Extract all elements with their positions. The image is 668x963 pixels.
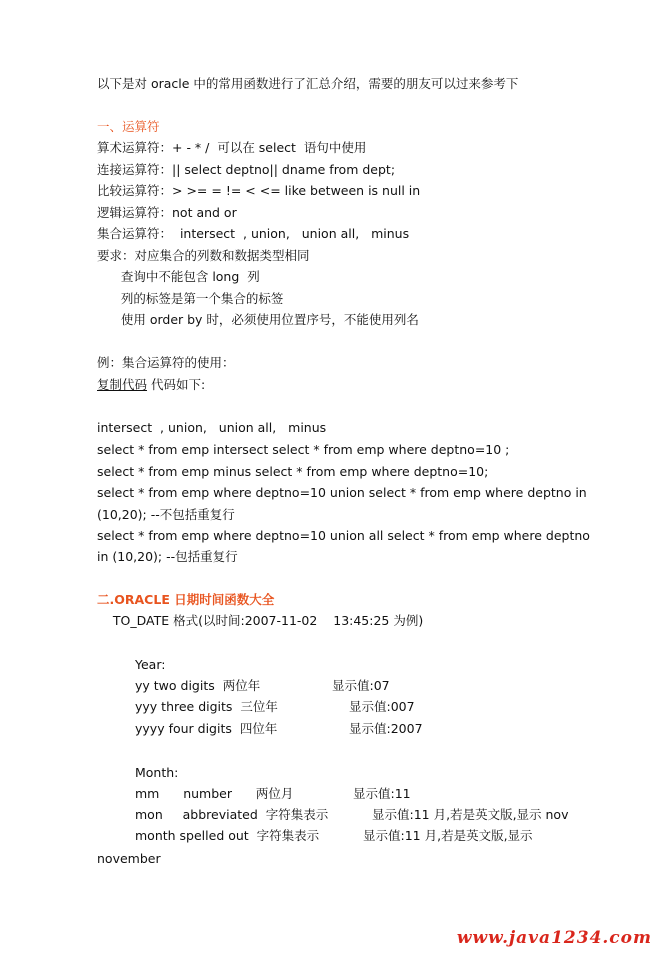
month-row-month: month spelled out 字符集表示: [135, 828, 320, 843]
operator-arithmetic: 算术运算符：+ - * / 可以在 select 语句中使用: [97, 140, 367, 155]
operator-logical: 逻辑运算符：not and or: [97, 205, 237, 220]
copy-code-suffix: 代码如下:: [147, 377, 206, 392]
year-row-yyyy: yyyy four digits 四位年: [135, 721, 278, 736]
month-row-mon: mon abbreviated 字符集表示: [135, 807, 329, 822]
code-line: select * from emp where deptno=10 union select * from emp where deptno in: [97, 485, 587, 500]
requirement-item: 查询中不能包含 long 列: [97, 269, 260, 284]
code-line: select * from emp intersect select * from emp where deptno=10 ;: [97, 442, 510, 457]
month-row-mon-value: 显示值:11 月,若是英文版,显示 nov: [372, 807, 569, 822]
code-line: select * from emp minus select * from emp where deptno=10;: [97, 464, 489, 479]
month-row-mm-value: 显示值:11: [353, 786, 411, 801]
year-row-yy-value: 显示值:07: [332, 678, 390, 693]
operator-concat: 连接运算符：|| select deptno|| dname from dept;: [97, 162, 396, 177]
copy-code-line: [97, 376, 205, 394]
footer-watermark: www.java1234.com: [456, 928, 652, 948]
section-2-heading: 二.ORACLE 日期时间函数大全: [97, 592, 275, 607]
example-label: 例：集合运算符的使用：: [97, 355, 235, 370]
year-label: Year:: [135, 657, 166, 672]
year-row-yyyy-value: 显示值:2007: [349, 721, 423, 736]
month-row-mm: mm number 两位月: [135, 786, 294, 801]
code-line: in (10,20); --包括重复行: [97, 549, 238, 564]
code-line: (10,20); --不包括重复行: [97, 507, 235, 522]
month-label: Month:: [135, 765, 179, 780]
year-row-yyy-value: 显示值:007: [349, 699, 415, 714]
operator-set: 集合运算符： intersect , union, union all, minus: [97, 226, 410, 241]
requirement-text: 要求：对应集合的列数和数据类型相同: [97, 248, 310, 263]
section-1-heading: 一、运算符: [97, 119, 160, 134]
year-row-yy: yy two digits 两位年: [135, 678, 261, 693]
operator-comparison: 比较运算符：> >= = != < <= like between is null in: [97, 183, 421, 198]
month-row-month-value: 显示值:11 月,若是英文版,显示: [363, 828, 533, 843]
year-row-yyy: yyy three digits 三位年: [135, 699, 278, 714]
month-row-wrap: november: [97, 851, 161, 866]
code-line: select * from emp where deptno=10 union all select * from emp where deptno: [97, 528, 590, 543]
code-line: intersect , union, union all, minus: [97, 420, 327, 435]
to-date-format-line: TO_DATE 格式(以时间:2007-11-02 13:45:25 为例): [97, 613, 424, 628]
requirement-item: 使用 order by 时，必须使用位置序号，不能使用列名: [97, 312, 419, 327]
intro-text: 以下是对 oracle 中的常用函数进行了汇总介绍，需要的朋友可以过来参考下: [97, 76, 519, 91]
requirement-item: 列的标签是第一个集合的标签: [97, 291, 284, 306]
copy-code-link[interactable]: 复制代码: [97, 377, 148, 392]
